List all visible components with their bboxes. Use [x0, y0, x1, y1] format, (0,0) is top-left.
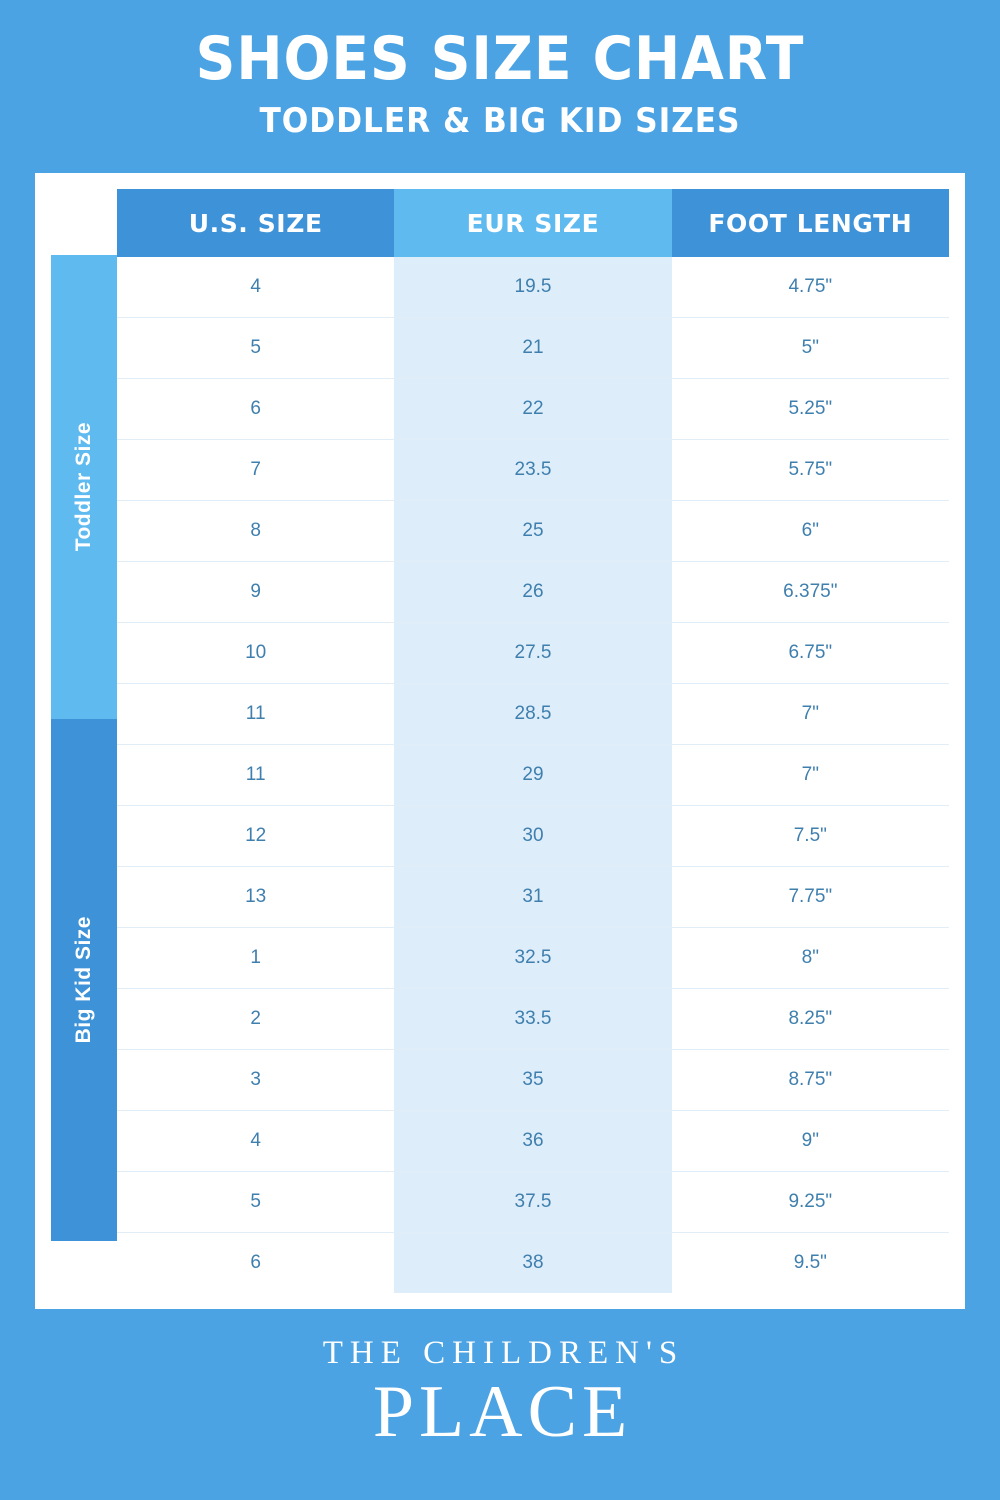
cell-foot-length: 7"	[672, 745, 949, 806]
cell-eur-size: 29	[394, 745, 671, 806]
table-header-row	[117, 189, 949, 257]
cell-foot-length: 5.25"	[672, 379, 949, 440]
cell-us-size: 3	[117, 1050, 394, 1111]
cell-foot-length: 4.75"	[672, 257, 949, 318]
brand-line-1: THE CHILDREN'S	[322, 1335, 685, 1371]
cell-us-size: 7	[117, 440, 394, 501]
group-label-bigkid	[51, 719, 117, 1241]
cell-eur-size: 32.5	[394, 928, 671, 989]
cell-eur-size: 38	[394, 1233, 671, 1294]
size-table-card	[35, 173, 965, 1309]
cell-foot-length: 5"	[672, 318, 949, 379]
cell-eur-size: 22	[394, 379, 671, 440]
cell-foot-length: 6.375"	[672, 562, 949, 623]
group-label-bigkid-text: Big Kid Size	[72, 916, 95, 1044]
table-row	[117, 806, 949, 867]
cell-eur-size: 36	[394, 1111, 671, 1172]
cell-eur-size: 28.5	[394, 684, 671, 745]
cell-us-size: 12	[117, 806, 394, 867]
size-table-body	[117, 257, 949, 1293]
column-header-foot-length: FOOT LENGTH	[672, 189, 949, 257]
cell-us-size: 4	[117, 257, 394, 318]
table-row	[117, 1111, 949, 1172]
cell-eur-size: 19.5	[394, 257, 671, 318]
cell-us-size: 10	[117, 623, 394, 684]
table-row	[117, 440, 949, 501]
size-table-container	[117, 189, 949, 1293]
cell-foot-length: 6.75"	[672, 623, 949, 684]
table-row	[117, 257, 949, 318]
cell-foot-length: 5.75"	[672, 440, 949, 501]
table-row	[117, 379, 949, 440]
table-row	[117, 928, 949, 989]
cell-eur-size: 21	[394, 318, 671, 379]
cell-us-size: 5	[117, 318, 394, 379]
cell-eur-size: 26	[394, 562, 671, 623]
cell-eur-size: 33.5	[394, 989, 671, 1050]
cell-foot-length: 8"	[672, 928, 949, 989]
cell-us-size: 8	[117, 501, 394, 562]
cell-foot-length: 7.5"	[672, 806, 949, 867]
cell-us-size: 6	[117, 1233, 394, 1294]
cell-us-size: 5	[117, 1172, 394, 1233]
size-table-wrap	[51, 189, 949, 1293]
table-row	[117, 318, 949, 379]
cell-foot-length: 7.75"	[672, 867, 949, 928]
group-label-column	[51, 189, 117, 1293]
column-header-eur-size: EUR SIZE	[394, 189, 671, 257]
table-row	[117, 623, 949, 684]
table-row	[117, 501, 949, 562]
cell-foot-length: 9.5"	[672, 1233, 949, 1294]
cell-eur-size: 30	[394, 806, 671, 867]
page-subtitle: TODDLER & BIG KID SIZES	[259, 101, 741, 141]
cell-foot-length: 9"	[672, 1111, 949, 1172]
poster-header	[0, 0, 1000, 141]
table-row	[117, 1050, 949, 1111]
cell-us-size: 11	[117, 684, 394, 745]
brand-footer	[316, 1335, 685, 1452]
table-row	[117, 989, 949, 1050]
cell-us-size: 11	[117, 745, 394, 806]
cell-eur-size: 31	[394, 867, 671, 928]
size-table	[117, 189, 949, 1293]
table-row	[117, 562, 949, 623]
table-row	[117, 1233, 949, 1294]
cell-us-size: 4	[117, 1111, 394, 1172]
cell-us-size: 1	[117, 928, 394, 989]
cell-eur-size: 35	[394, 1050, 671, 1111]
column-header-us-size: U.S. SIZE	[117, 189, 394, 257]
table-row	[117, 745, 949, 806]
cell-eur-size: 27.5	[394, 623, 671, 684]
cell-foot-length: 9.25"	[672, 1172, 949, 1233]
cell-foot-length: 6"	[672, 501, 949, 562]
table-row	[117, 684, 949, 745]
cell-us-size: 13	[117, 867, 394, 928]
cell-eur-size: 37.5	[394, 1172, 671, 1233]
group-label-toddler-text: Toddler Size	[72, 422, 95, 552]
group-label-toddler	[51, 255, 117, 719]
group-label-spacer	[51, 189, 117, 255]
page-title: SHOES SIZE CHART	[195, 24, 805, 94]
size-table-head	[117, 189, 949, 257]
cell-us-size: 2	[117, 989, 394, 1050]
cell-eur-size: 25	[394, 501, 671, 562]
table-row	[117, 1172, 949, 1233]
cell-eur-size: 23.5	[394, 440, 671, 501]
cell-foot-length: 8.75"	[672, 1050, 949, 1111]
cell-us-size: 9	[117, 562, 394, 623]
cell-foot-length: 8.25"	[672, 989, 949, 1050]
brand-line-2: PLACE	[372, 1371, 633, 1453]
table-row	[117, 867, 949, 928]
cell-foot-length: 7"	[672, 684, 949, 745]
cell-us-size: 6	[117, 379, 394, 440]
